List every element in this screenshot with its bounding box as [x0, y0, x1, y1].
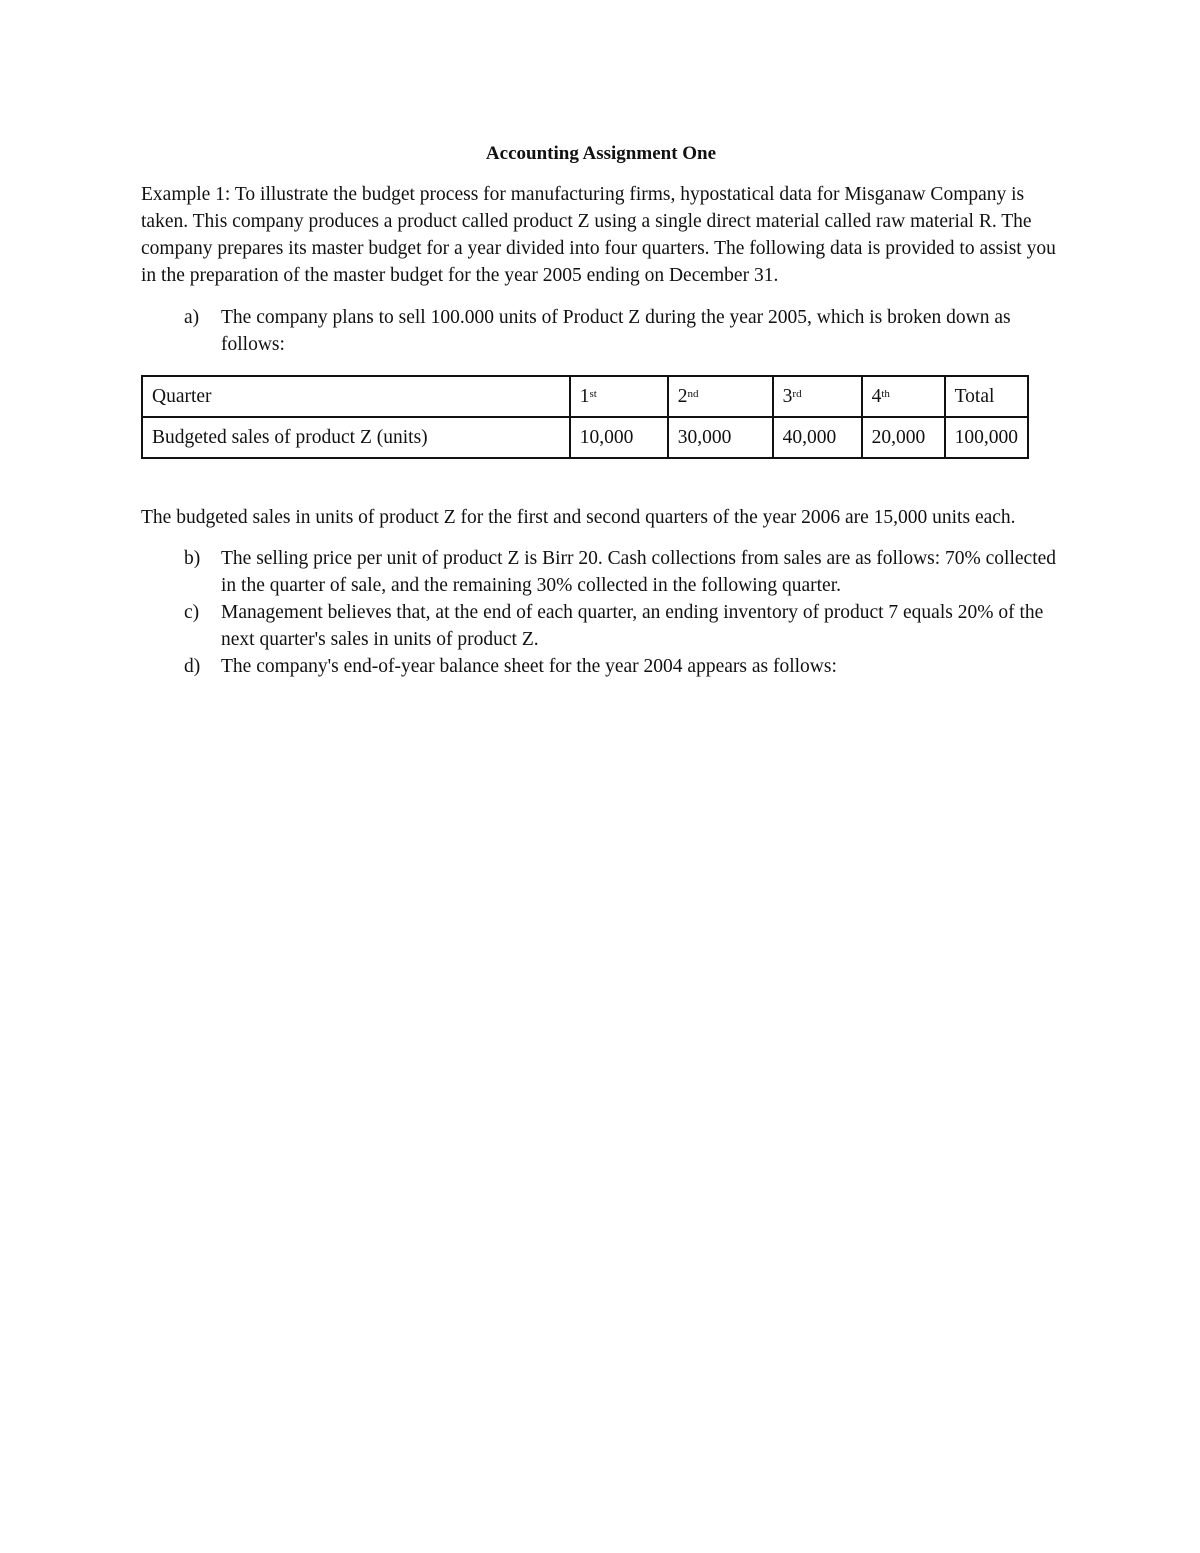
list-item-text: The company's end-of-year balance sheet for the year 2004 appears as follows:	[221, 656, 837, 677]
table-header-q4: 4th	[862, 376, 945, 417]
item-list-a	[141, 304, 1061, 358]
list-marker: d)	[184, 656, 201, 677]
list-marker: c)	[184, 602, 200, 623]
list-item	[141, 599, 1061, 653]
table-cell-q3: 40,000	[773, 417, 862, 458]
intro-paragraph: Example 1: To illustrate the budget process for manufacturing firms, hypostatical data for Misganaw Company is taken. This company produces a product called product Z using a single direct material called raw material R. The company prepares its master budget for a year divided into four quarters. The following data is provided to assist you in the preparation of the master budget for the year 2005 ending on December 31.	[141, 184, 1056, 286]
list-item	[141, 545, 1061, 599]
table-row-label: Budgeted sales of product Z (units)	[142, 417, 570, 458]
table-cell-q1: 10,000	[570, 417, 668, 458]
sales-table	[141, 375, 1029, 459]
table-cell-total: 100,000	[945, 417, 1028, 458]
after-table-paragraph: The budgeted sales in units of product Z for the first and second quarters of the year 2006 are 15,000 units each.	[141, 507, 1016, 528]
table-cell-q2: 30,000	[668, 417, 773, 458]
table-header-row	[142, 376, 1028, 417]
list-item	[141, 304, 1061, 358]
table-header-label: Quarter	[142, 376, 570, 417]
list-item-text: The selling price per unit of product Z is Birr 20. Cash collections from sales are as follows: 70% collected in the quarter of sale, and the remaining 30% collected in the following quarter.	[221, 548, 1057, 596]
document-page	[141, 140, 1061, 680]
list-item	[141, 653, 1061, 680]
table-header-q1: 1st	[570, 376, 668, 417]
list-item-text: The company plans to sell 100.000 units of Product Z during the year 2005, which is broken down as follows:	[221, 307, 1011, 355]
table-header-q2: 2nd	[668, 376, 773, 417]
item-list-bcd	[141, 545, 1061, 680]
page-title: Accounting Assignment One	[485, 143, 717, 164]
table-header-total: Total	[945, 376, 1028, 417]
table-cell-q4: 20,000	[862, 417, 945, 458]
list-marker: b)	[184, 548, 201, 569]
list-item-text: Management believes that, at the end of each quarter, an ending inventory of product 7 equals 20% of the next quarter's sales in units of product Z.	[221, 602, 1044, 650]
list-marker: a)	[184, 307, 200, 328]
table-row	[142, 417, 1028, 458]
table-header-q3: 3rd	[773, 376, 862, 417]
